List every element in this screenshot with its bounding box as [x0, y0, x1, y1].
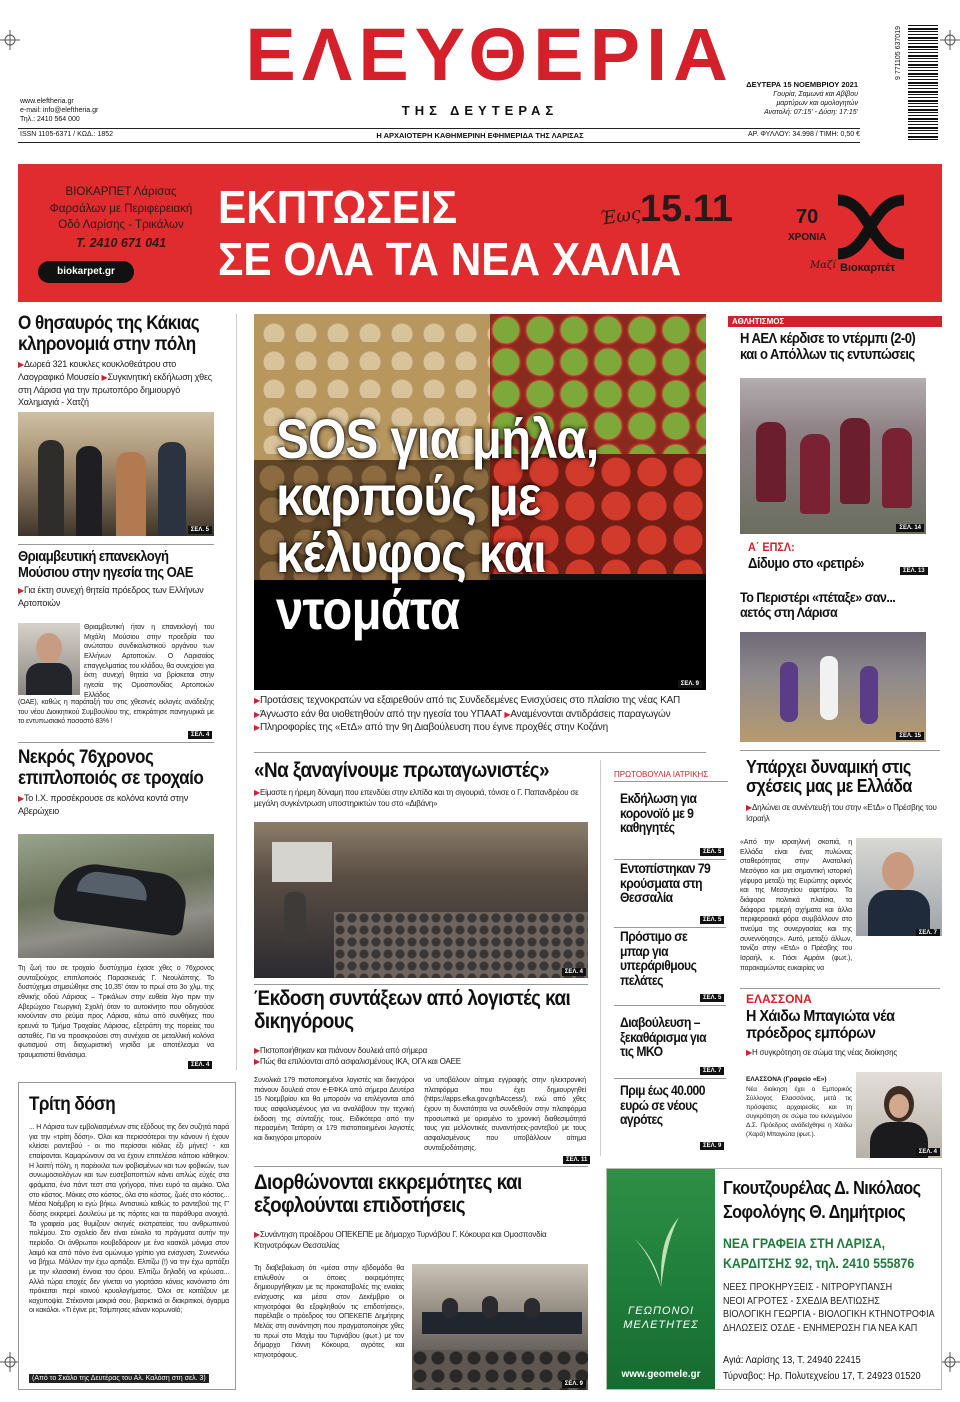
bullet-text: Το Ι.Χ. προσέκρουσε σε κολόνα κοντά στην Αβερώχειο	[18, 793, 188, 816]
page-ref[interactable]: ΣΕΛ. 15	[896, 732, 924, 740]
sunrise-sunset: Ανατολή: 07:15' - Δύση: 17:15'	[764, 108, 858, 116]
biokarpet-logo-icon	[830, 194, 912, 260]
bullet-icon: ▶	[254, 709, 260, 719]
photo-papandreou-rally	[254, 822, 588, 978]
headline[interactable]: Η ΑΕΛ κέρδισε το ντέρμπι (2-0) και ο Απόλλων τις εντυπώσεις	[740, 331, 916, 363]
bullet-icon: ▶	[18, 360, 24, 370]
phone-text: Τηλ.: 2410 564 000	[20, 116, 80, 124]
headline[interactable]: Υπάρχει δυναμική στις σχέσεις μας με Ελλάδα	[746, 757, 912, 797]
health-item[interactable]: Διαβούλευση –ξεκαθάρισμα για τις ΜΚΟ	[620, 1015, 707, 1060]
epsl-label: Α΄ ΕΠΣΛ:	[748, 540, 795, 554]
bullet-icon: ▶	[254, 1046, 260, 1055]
column-credit: (Από το Σκάλο της Δευτέρας του Αλ. Καλόση στη σελ. 3)	[29, 1374, 209, 1383]
ad-store-line: Οδό Λαρίσης - Τρικάλων	[58, 219, 184, 232]
ad-until: Έως	[598, 203, 643, 230]
page-ref[interactable]: ΣΕΛ. 9	[700, 1142, 724, 1150]
headline[interactable]: Έκδοση συντάξεων από λογιστές και δικηγόρους	[254, 987, 571, 1033]
page-ref[interactable]: ΣΕΛ. 4	[188, 1061, 212, 1069]
ad-headline: ΚΑΡΔΙΤΣΗΣ 92, τηλ. 2410 555876	[723, 1255, 915, 1271]
ad-headline: ΣΕ ΟΛΑ ΤΑ ΝΕΑ ΧΑΛΙΑ	[218, 233, 682, 285]
ad-store-info	[36, 184, 206, 252]
health-item[interactable]: Εντοπίστηκαν 79 κρούσματα στη Θεσσαλία	[620, 861, 711, 906]
page-ref[interactable]: ΣΕΛ. 4	[916, 1148, 940, 1156]
health-item[interactable]: Πρόστιμο σε μπαρ για υπεράριθμους πελάτες	[620, 929, 697, 988]
bullet-text: Άγνωστο εάν θα υιοθετηθούν από την ηγεσία του ΥΠΑΑΤ	[259, 708, 502, 720]
column-divider	[600, 760, 601, 1156]
headline[interactable]: Νεκρός 76χρονος επιπλοποιός σε τροχαίο	[18, 747, 204, 789]
headline[interactable]: Η Χάιδω Μπαγιώτα νέα πρόεδρος εμπόρων	[746, 1008, 895, 1043]
bullet-icon: ▶	[254, 696, 260, 705]
bullet-text: Συγκινητική εκδήλωση χθες στη Λάρισα για την πρωτοπόρο δημιουργό Χαλημαγιά - Χατζή	[18, 371, 212, 407]
ad-store-line: ΒΙΟΚΑΡΠΕΤ Λάρισας	[65, 186, 177, 198]
lead-teaser	[254, 694, 706, 735]
bullet-text: Δωρεά 321 κουκλες κουκλοθεάτρου στο Λαογραφικό Μουσείο	[18, 359, 177, 382]
photo-chaido-bagiota	[856, 1072, 942, 1158]
bullet-text: Για έκτη συνεχή θητεία πρόεδρος των Ελλήνων Αρτοποιών	[18, 585, 204, 609]
bullet-icon: ▶	[746, 1048, 752, 1057]
ad-logo-text: ΓΕΩΠΟΝΟΙ	[627, 1305, 695, 1317]
page-ref[interactable]: ΣΕΛ. 7	[700, 1067, 724, 1075]
page-ref[interactable]: ΣΕΛ. 7	[916, 929, 940, 936]
page-ref[interactable]: ΣΕΛ. 4	[562, 968, 586, 976]
story-sub	[746, 803, 940, 825]
story-text: Θριαμβευτική ήταν η επανεκλογή του Μιχάλη Μούσιου στην προεδρία του ανώτατου συνδικαλιστικού οργάνου των Ελλήνων Αρτοποιών. Ο Λαρισαίος επαγγελματίας του κλάδου, θα συνεχίσει για έκτη συνεχή θητεία να βρίσκεται στην ηγεσία της Ομοσπονδίας Αρτοποιών Ελλάδος	[84, 624, 214, 699]
bullet-text: Πληροφορίες της «ΕτΔ» από την 9η Διαβούλευση που έγινε προχθές στην Κοζάνη	[259, 722, 608, 733]
story-sub	[254, 1230, 594, 1252]
bullet-text: Συνάντηση προέδρου ΟΠΕΚΕΠΕ με δήμαρχο Τυρνάβου Γ. Κόκουρα και Ομοσπονδία Κτηνοτρόφων Θεσσαλίας	[254, 1230, 547, 1250]
bullet-text: Πιστοποιήθηκαν και πιάνουν δουλειά από σήμερα	[259, 1046, 428, 1055]
bullet-text: Είμαστε η ήρεμη δύναμη που επενδύει στην ελπίδα και τη σιγουριά, τόνισε ο Γ. Παπανδρέου σε μεγάλη συγκέντρωση υποστηρικτών του στο «Διβάνη»	[254, 788, 579, 808]
leaf-icon	[629, 1209, 693, 1289]
ad-name: Γκουτζουρέλας Δ. Νικόλαος	[723, 1178, 921, 1198]
ad-headline: ΝΕΑ ΓΡΑΦΕΙΑ ΣΤΗ ΛΑΡΙΣΑ,	[723, 1235, 886, 1251]
ad-website-button[interactable]: biokarpet.gr	[38, 261, 134, 283]
column-text: ... Η Λάρισα των εμβολιασμένων στις εξόδους της δεν συζητά παρά για την «τρίτη δόση». Όλοι και περισσότεροι την κάνουν ή έχουν κλείσει ραντεβού - οι πιο περίσσοι κιόλας έξι μήνες! - και επαίρονται. Καμαρώνουν σα να έχουν επιτελέσει κάποιο κάθηκον. Η λοιπή πόλη, η παρέκκλα των φοβισμένων και των φοβικών, των συνωμοσιολόγων και των ευσεβοποπτών κάνει απλώς εύχές στα φράματα, ένα πάντ τεστ στα γρήγορα, πίνει ευρό τα αιμάκο. Όλα στο κόστος. Μόκιες στο κόστος, όλα στο κόστος, ζωές στο κόστος... Μέσα Νοέμβρη κι εγώ βήκω. Αντισυκώ καθώς το ραντεβού της Γ' δόσης εκκρεμεί. Δουλεύω με τις πόρτες και τα παράθυρα ανοιχτά. Τα γραφεία μας θυμίζουν σκηνές εκστρατείας του ανθρωπινού πολέμου. Στο σχολείο δεν είναι εύκολο τα πράγματα αυτήν την περίοδο. Οι άνθρωποι κουβεδάρουν με ένα κασκόλ μόνιμα στον λαιμό και από πόνο ένα ομώνυμο γρίπιο για ενίσχυση. Συνεννόω να βήχω. Μόλλον την έχω αρπάξει. Ελπίζω (!) να την έχω αρπάξει με την κλασσική έννοια του όρου. Ελπίζω δηλαδή να κρύωσα... Αλλά τώρα εποχές δεν γίνεται να γιορτάσει κάνεις κανόνιστο όπι πρόκειται περί κοινού κρυολογήματος. Όλοι σε κοιτάζουν με καχυποψία. Στέκονται μακριά σου, βιαρκτικά οι διακριτικοί, άγαρμα οι κακόλοι. «Τι έγινε ρε; Τσίμπησες κάναν κορωνοϊό;	[29, 1124, 229, 1315]
headline[interactable]: Θριαμβευτική επανεκλογή Μούσιου στην ηγεσία της ΟΑΕ	[18, 549, 193, 581]
masthead	[0, 0, 960, 150]
headline[interactable]: Ο θησαυρός της Κάκιας κληρονομιά στην πόλη	[18, 313, 200, 355]
page-ref[interactable]: ΣΕΛ. 4	[188, 731, 212, 739]
ad-headline: ΕΚΠΤΩΣΕΙΣ	[218, 181, 458, 233]
ad-service: ΔΗΛΩΣΕΙΣ ΟΣΔΕ - ΕΝΗΜΕΡΩΣΗ ΓΙΑ ΝΕΑ ΚΑΠ	[723, 1322, 918, 1334]
story-text: Τη ζωή του σε τροχαίο δυστύχημα έχασε χθες ο 76χρονος συνταξιούχος επιπλοποιός Παρασκευάς Γ. Νεουλάπτης. Το δυστύχημα σημειώθηκε στις 10,35' όταν το πρωί στο 3ο χλμ. της εθνικής οδού Λάρισας – Τρικάλων στην ευθεία λίγο πριν την Αβερώχειο Γεωργική Σχολή όταν το αυτοκίνητο που οδηγούσε κινούνταν στο ρεύμα προς Λάρισα, κάτω από συνθήκες που ερευνά το Τμήμα Τροχαίας Λάρισας, εξετράπη της πορείας του ασταθές. Για να προσκρούσει στη συνέχεια σε μεταλλική κολόνα φωτισμού στη διαχωριστική νησίδα με αποτέλεσμα να τραυματιστεί θανάσιμα.	[18, 965, 214, 1059]
column-divider	[236, 314, 237, 1070]
issn-text: ISSN 1105-6371 / ΚΩΔ.: 1852	[20, 131, 114, 138]
ad-service: ΝΕΕΣ ΠΡΟΚΗΡΥΞΕΙΣ - ΝΙΤΡΟΡΥΠΑΝΣΗ	[723, 1282, 893, 1293]
bullet-icon: ▶	[18, 794, 24, 804]
page-ref[interactable]: ΣΕΛ. 14	[896, 524, 924, 532]
story-sub	[746, 1048, 946, 1059]
story-kakia[interactable]	[18, 314, 218, 408]
health-column	[614, 770, 728, 1149]
bullet-text: Η συγκρότηση σε σώμα της νέας διοίκησης	[751, 1048, 898, 1057]
saints-text: μαρτύρων και ομολογητών	[776, 99, 858, 107]
contact-block	[20, 97, 98, 124]
story-text: (ΟΑΕ), καθώς η παράταξή του στις χθεσινές εκλογές ανάδειξης του νέου Διοικητικού Συμβουλίου της, επικράτησε πανηγυρικά με το εντυπωσιακό ποσοστό 83% !	[18, 699, 214, 726]
bullet-icon: ▶	[101, 372, 108, 382]
column-box	[18, 1082, 236, 1390]
page-ref[interactable]: ΣΕΛ. 5	[700, 994, 724, 1002]
ad-service: ΝΕΟΙ ΑΓΡΟΤΕΣ - ΣΧΕΔΙΑ ΒΕΛΤΙΩΣΗΣ	[723, 1295, 880, 1307]
photo-ael-players	[740, 378, 926, 534]
bullet-text: Δηλώνει σε συνέντευξή του στην «ΕτΔ» ο Πρέσβης του Ισραήλ	[746, 803, 937, 823]
page-ref[interactable]: ΣΕΛ. 5	[700, 848, 724, 856]
barcode-number: 9 771105 637019	[895, 26, 902, 80]
ad-office: Τύρναβος: Ηρ. Πολυτεχνείου 17, Τ. 24923 01520	[723, 1371, 921, 1382]
headline[interactable]: Δίδυμο στο «ρετιρέ»	[748, 556, 865, 572]
lead-photo-nuts-apples	[254, 314, 706, 690]
registration-mark-icon	[940, 1352, 960, 1372]
photo-basketball	[740, 632, 926, 742]
bullet-icon: ▶	[254, 788, 260, 797]
headline[interactable]: Διορθώνονται εκκρεμότητες και εξοφλούνται επιδοτήσεις	[254, 1171, 522, 1217]
bullet-text: Προτάσεις τεχνοκρατών να εξαιρεθούν από τις Συνδεδεμένες Ενισχύσεις στο πλαίσιο της νέας ΚΑΠ	[259, 695, 681, 706]
photo-car-crash	[18, 834, 214, 958]
page-ref[interactable]: ΣΕΛ. 9	[562, 1380, 586, 1388]
ad-date: 15.11	[640, 188, 733, 230]
ad-name: Σοφολόγης Θ. Δημήτριος	[723, 1202, 906, 1222]
biokarpet-ad[interactable]	[18, 164, 942, 302]
section-kicker: ΠΡΩΤΟΒΟΥΛΙΑ ΙΑΤΡΙΚΗΣ	[614, 770, 728, 782]
page-ref[interactable]: ΣΕΛ. 13	[900, 567, 928, 575]
story-sub	[254, 1046, 594, 1068]
issue-price: ΑΡ. ΦΥΛΛΟΥ: 34.998 / ΤΙΜΗ: 0,50 €	[747, 131, 860, 138]
bullet-icon: ▶	[746, 803, 752, 812]
story-text: Νέα διοίκηση έχει ο Εμπορικός Σύλλογος Ελασσόνας, μετά τις πρόσφατες αρχαιρεσίες και τη συγκρότηση σε σώμα του εκλεγμένου Δ.Σ. Πρόεδρος ανάδείχθηκε η Χάιδω (Χαρά) Μπαγιώτα (φωτ.).	[746, 1086, 852, 1138]
geomele-ad[interactable]	[606, 1168, 942, 1390]
newspaper-subtitle: ΤΗΣ ΔΕΥΤΕΡΑΣ	[401, 103, 559, 118]
headline[interactable]: «Να ξαναγίνουμε πρωταγωνιστές»	[254, 759, 549, 782]
ad-store-line: Φαρσάλων με Περιφερειακή	[49, 202, 193, 215]
photo-israeli-ambassador	[856, 838, 942, 936]
story-sub	[254, 788, 594, 810]
story-mousios[interactable]	[18, 550, 218, 609]
ad-website[interactable]: www.geomele.gr	[621, 1369, 701, 1380]
bullet-icon: ▶	[254, 723, 260, 732]
section-kicker: ΕΛΑΣΣΟΝΑ	[746, 992, 812, 1006]
headline[interactable]: Το Περιστέρι «πέταξε» σαν... αετός στη Λάρισα	[740, 589, 896, 621]
ad-years: 70	[796, 206, 819, 228]
bullet-text: Πώς θα επιλύονται από ασφαλισμένους ΙΚΑ, ΟΓΑ και ΟΑΕΕ	[259, 1056, 461, 1066]
column-title[interactable]: Τρίτη δόση	[29, 1094, 116, 1115]
photo-mousios	[18, 623, 80, 695]
health-item[interactable]: Πριμ έως 40.000 ευρώ σε νέους αγρότες	[620, 1083, 705, 1128]
story-text: να υποβάλουν αίτημα εγγραφής στην ηλεκτρονική πλατφόρμα που έχει δημιουργηθεί (https://apps.efka.gov.gr/bAccess/), ενώ από χθες έχουν τη δυνατότητα να συνδεθούν στην πλατφόρμα προσωπικά με ορισμένο το χρονική διαθεσιμότητά τους για μελλοντικές συναντήσεις-ραντεβού με τους ασφαλισμένους που υποβάλλουν αίτημα συνταξιοδότησης.	[424, 1077, 586, 1152]
ad-store-line: Τ. 2410 671 041	[75, 236, 167, 251]
bullet-icon: ▶	[254, 1230, 260, 1239]
ad-years-label: ΧΡΟΝΙΑ	[788, 232, 827, 243]
newspaper-title: ΕΛΕΥΘΕΡΙΑ	[245, 13, 734, 96]
page-ref[interactable]: ΣΕΛ. 5	[188, 526, 212, 534]
story-text: Τη διαβεβαίωση ότι «μέσα στην εβδομάδα θα επιλυθούν οι όποιες εκκρεμότητες δημιουργήθηκαν με τις προκαταβολές της ενιαίας ενίσχυσης και μέσα στον Δεκέμβριο οι κτηνοτρόφοι θα εξοφληθούν τις επιδοτήσεις», παρέλαβε ο πρόεδρος του ΟΠΕΚΕΠΕ Δημήτρης Μελάς στη συνάντηση που πραγματοποίησε χθες το πρωί στο Μαχίμ του Τυρνάβου (φωτ.) με τον δήμαρχο Γιάννη Κόκουρα, αγρότες και κτηνοτρόφους.	[254, 1265, 404, 1359]
website-link[interactable]: www.eleftheria.gr	[20, 98, 74, 105]
barcode	[908, 25, 938, 140]
story-text: Συνολικά 179 πιστοποιημένοι λογιστές και δικηγόροι πιάνουν δουλειά στον e-ΕΦΚΑ από σήμερα Δευτέρα 15 Νοεμβρίου και θα μπορούν να επιλέγονται από τους ασφαλισμένους για να αναλάβουν την τεχνική έκδοση της σύνταξής τους. Ειδικότερα από την περασμένη Τετάρτη οι 179 πιστοποιημένοι λογιστές και δικηγόροι μπορούν	[254, 1077, 414, 1142]
ad-together: Μαζί	[810, 260, 837, 271]
saints-text: Γουρία, Σαμωνά και Αβίβου	[773, 90, 858, 98]
byline: ΕΛΑΣΣΟΝΑ (Γραφείο «Ε»)	[746, 1076, 827, 1083]
lead-headline[interactable]: SOS για μήλα, καρπούς με κέλυφος και ντομάτα	[276, 407, 599, 642]
ad-logo-panel	[607, 1169, 715, 1390]
health-item[interactable]: Εκδήλωση για κορονοϊό με 9 καθηγητές	[620, 791, 697, 836]
bullet-icon: ▶	[504, 709, 511, 719]
story-text: «Από την ισραηλινή σκοπιά, η Ελλάδα είναι ένας πυλώνας σταθερότητας στην Ανατολική Μεσόγειο και μια σημαντική ιστορική γέφυρα μεταξύ της Ευρώπης αφενός και της Μεσογείου αφετέρου. Τα διάφορα πολιτικά πλαίσια, τα διάφορα τριμερή σχήματα και άλλα περιφερειακά φόρα συμβάλλουν στο πνεύμα της συνεργασίας και της συνεννόησης». Αυτό, μεταξύ άλλων, τονίζει στην «ΕτΔ» ο Πρέσβης του Ισραήλ, κ. Γιόσι Αμράνι (φωτ.), παρακαμώντας ευκαιρίας να	[740, 839, 852, 972]
ad-service: ΒΙΟΛΟΓΙΚΗ ΓΕΩΡΓΙΑ - ΒΙΟΛΟΓΙΚΗ ΚΤΗΝΟΤΡΟΦΙΑ	[723, 1309, 935, 1320]
ad-office: Αγιά: Λαρίσης 13, Τ. 24940 22415	[723, 1355, 861, 1366]
page-ref[interactable]: ΣΕΛ. 9	[678, 680, 702, 688]
page-ref[interactable]: ΣΕΛ. 5	[700, 916, 724, 924]
registration-mark-icon	[0, 1352, 20, 1372]
tagline: Η ΑΡΧΑΙΟΤΕΡΗ ΚΑΘΗΜΕΡΙΝΗ ΕΦΗΜΕΡΙΔΑ ΤΗΣ ΛΑΡΙΣΑΣ	[376, 131, 584, 140]
photo-kakia-event	[18, 412, 214, 536]
email-link[interactable]: e-mail: info@eleftheria.gr	[20, 107, 99, 115]
bullet-text: Αναμένονται αντιδράσεις παραγωγών	[510, 708, 671, 720]
bullet-icon: ▶	[254, 1056, 260, 1066]
bullet-icon: ▶	[18, 586, 24, 596]
photo-opekepe-meeting	[412, 1264, 588, 1390]
sports-kicker: ΑΘΛΗΤΙΣΜΟΣ	[728, 316, 942, 327]
page-ref[interactable]: ΣΕΛ. 11	[563, 1156, 590, 1164]
ad-brand: Βιοκαρπέτ	[840, 262, 896, 274]
issue-date: ΔΕΥΤΕΡΑ 15 ΝΟΕΜΒΡΙΟΥ 2021	[746, 80, 858, 89]
ad-services	[723, 1281, 935, 1335]
date-block	[740, 80, 858, 117]
ad-logo-text: ΜΕΛΕΤΗΤΕΣ	[623, 1319, 699, 1331]
story-accident[interactable]	[18, 748, 218, 817]
